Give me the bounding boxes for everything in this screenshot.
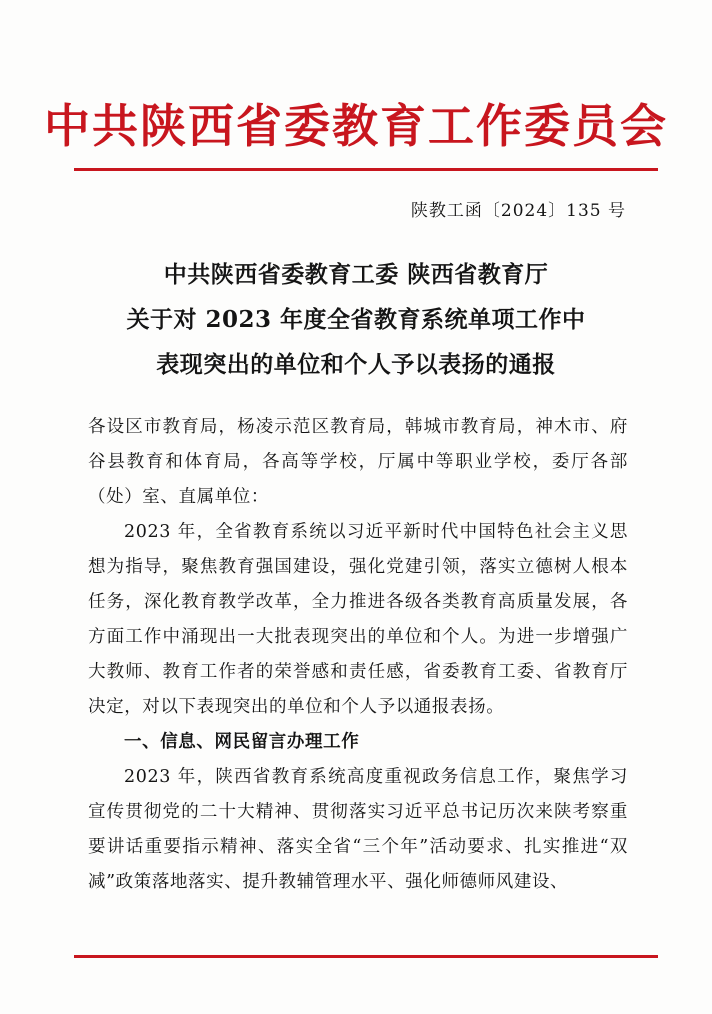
body-paragraph-1: 2023 年，全省教育系统以习近平新时代中国特色社会主义思想为指导，聚焦教育强国建设，强化党建引领，落实立德树人根本任务，深化教育教学改革，全力推进各级各类教育高质量发展，各方面工作中涌现出一大批表现突出的单位和个人。为进一步增强广大教师、教育工作者的荣誉感和责任感，省委教育工委、省教育厅决定，对以下表现突出的单位和个人予以通报表扬。 <box>88 522 628 717</box>
body-paragraph-2: 2023 年，陕西省教育系统高度重视政务信息工作，聚焦学习宣传贯彻党的二十大精神、贯彻落实习近平总书记历次来陕考察重要讲话重要指示精神、落实全省“三个年”活动要求、扎实推进“双减”政策落地落实、提升教辅管理水平、强化师德师风建设、 <box>88 767 628 892</box>
document-title <box>0 252 712 387</box>
org-letterhead-title: 中共陕西省委教育工作委员会 <box>44 99 668 153</box>
title-line-3: 表现突出的单位和个人予以表扬的通报 <box>156 351 556 378</box>
section-heading-1: 一、信息、网民留言办理工作 <box>124 732 360 752</box>
salutation: 各设区市教育局，杨凌示范区教育局，韩城市教育局，神木市、府谷县教育和体育局，各高等学校，厅属中等职业学校，委厅各部（处）室、直属单位： <box>88 417 628 507</box>
title-line-1: 中共陕西省委教育工委 陕西省教育厅 <box>163 261 549 288</box>
title-line-2: 关于对 2023 年度全省教育系统单项工作中 <box>126 306 586 333</box>
footer-red-rule <box>74 955 658 958</box>
document-number: 陕教工函〔2024〕135 号 <box>410 201 626 221</box>
document-body <box>88 410 628 900</box>
letterhead-red-rule-top <box>74 168 658 171</box>
